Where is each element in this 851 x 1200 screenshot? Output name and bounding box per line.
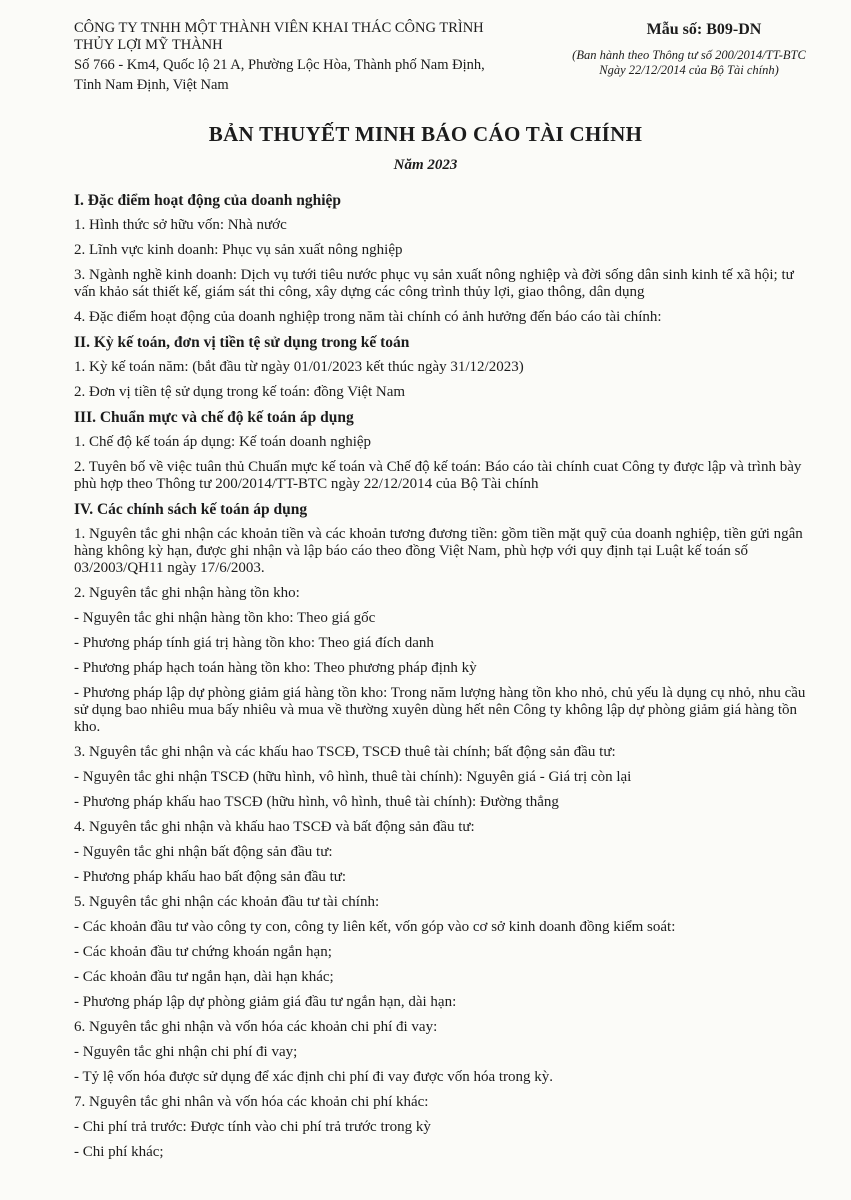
section-item: - Nguyên tắc ghi nhận hàng tồn kho: Theo giá gốc [74, 610, 376, 626]
form-issued [564, 48, 814, 78]
section-item: - Các khoản đầu tư vào công ty con, công ty liên kết, vốn góp vào cơ sở kinh doanh đồng kiểm soát: [74, 919, 676, 935]
section-heading: I. Đặc điểm hoạt động của doanh nghiệp [74, 192, 342, 209]
section-item: - Phương pháp lập dự phòng giảm giá đầu tư ngắn hạn, dài hạn: [74, 994, 457, 1010]
document-title: BẢN THUYẾT MINH BÁO CÁO TÀI CHÍNH [208, 122, 643, 146]
company-address: Số 766 - Km4, Quốc lộ 21 A, Phường Lộc Hòa, Thành phố Nam Định, [74, 57, 485, 73]
company-line: THỦY LỢI MỸ THÀNH [74, 37, 223, 53]
section-item: - Các khoản đầu tư chứng khoán ngắn hạn; [74, 944, 332, 960]
section-item: 5. Nguyên tắc ghi nhận các khoản đầu tư tài chính: [74, 894, 380, 910]
company-block [74, 20, 544, 94]
form-block [534, 20, 814, 78]
section-heading: II. Kỳ kế toán, đơn vị tiền tệ sử dụng trong kế toán [74, 334, 410, 351]
company-line: CÔNG TY TNHH MỘT THÀNH VIÊN KHAI THÁC CÔNG TRÌNH [74, 20, 484, 36]
section-item: 1. Kỳ kế toán năm: (bắt đầu từ ngày 01/01/2023 kết thúc ngày 31/12/2023) [74, 359, 524, 375]
section-item: 1. Chế độ kế toán áp dụng: Kế toán doanh nghiệp [74, 434, 372, 450]
section-item: 7. Nguyên tắc ghi nhân và vốn hóa các khoản chi phí khác: [74, 1094, 429, 1110]
form-issued-line: Ngày 22/12/2014 của Bộ Tài chính) [599, 63, 779, 77]
section-item: 2. Nguyên tắc ghi nhận hàng tồn kho: [74, 585, 300, 601]
section-item: - Phương pháp hạch toán hàng tồn kho: Theo phương pháp định kỳ [74, 660, 477, 676]
document-year: Năm 2023 [393, 157, 458, 173]
document-body [74, 192, 810, 1169]
section-item: 2. Lĩnh vực kinh doanh: Phục vụ sản xuất nông nghiệp [74, 242, 403, 258]
section-item: 6. Nguyên tắc ghi nhận và vốn hóa các khoản chi phí đi vay: [74, 1019, 438, 1035]
section-item: - Chi phí khác; [74, 1144, 164, 1160]
section-item: - Phương pháp lập dự phòng giảm giá hàng tồn kho: Trong năm lượng hàng tồn kho nhỏ, chủ yếu là dụng cụ nhỏ, nhu cầu sử dụng bao nhiêu mua bấy nhiêu và mua về thường xuyên dùng hết nên Công ty không lập dự phòng giảm giá hàng tồn kho. [74, 685, 806, 735]
section-item: - Tỷ lệ vốn hóa được sử dụng để xác định chi phí đi vay được vốn hóa trong kỳ. [74, 1069, 554, 1085]
section-item: - Nguyên tắc ghi nhận bất động sản đầu tư: [74, 844, 333, 860]
section-item: 3. Nguyên tắc ghi nhận và các khấu hao TSCĐ, TSCĐ thuê tài chính; bất động sản đầu tư: [74, 744, 616, 760]
section-item: - Nguyên tắc ghi nhận chi phí đi vay; [74, 1044, 298, 1060]
section-heading: III. Chuẩn mực và chế độ kế toán áp dụng [74, 409, 354, 426]
section-item: - Chi phí trả trước: Được tính vào chi phí trả trước trong kỳ [74, 1119, 431, 1135]
section-item: - Phương pháp khấu hao bất động sản đầu tư: [74, 869, 347, 885]
section-item: - Phương pháp khấu hao TSCĐ (hữu hình, vô hình, thuê tài chính): Đường thẳng [74, 794, 559, 810]
company-address: Tỉnh Nam Định, Việt Nam [74, 77, 229, 93]
form-code: Mẫu số: B09-DN [646, 21, 762, 38]
section-item: 4. Đặc điểm hoạt động của doanh nghiệp trong năm tài chính có ảnh hưởng đến báo cáo tài chính: [74, 309, 662, 325]
section-item: 1. Hình thức sở hữu vốn: Nhà nước [74, 217, 287, 233]
section-item: 1. Nguyên tắc ghi nhận các khoản tiền và các khoản tương đương tiền: gồm tiền mặt quỹ của doanh nghiệp, tiền gửi ngân hàng không kỳ hạn, được ghi nhận và lập báo cáo theo đồng Việt Nam, phù hợp với quy định tại Luật kế toán số 03/2003/QH11 ngày 17/6/2003. [74, 526, 803, 576]
section-item: 2. Tuyên bố về việc tuân thủ Chuẩn mực kế toán và Chế độ kế toán: Báo cáo tài chính cuat Công ty được lập và trình bày phù hợp theo Thông tư 200/2014/TT-BTC ngày 22/12/2014 của Bộ Tài chính [74, 459, 802, 492]
section-item: - Phương pháp tính giá trị hàng tồn kho: Theo giá đích danh [74, 635, 434, 651]
section-heading: IV. Các chính sách kế toán áp dụng [74, 501, 308, 518]
section-item: - Nguyên tắc ghi nhận TSCĐ (hữu hình, vô hình, thuê tài chính): Nguyên giá - Giá trị còn lại [74, 769, 632, 785]
section-item: 4. Nguyên tắc ghi nhận và khấu hao TSCĐ và bất động sản đầu tư: [74, 819, 475, 835]
section-item: 2. Đơn vị tiền tệ sử dụng trong kế toán: đồng Việt Nam [74, 384, 406, 400]
document-header [74, 20, 814, 100]
form-issued-line: (Ban hành theo Thông tư số 200/2014/TT-BTC [572, 48, 806, 62]
section-item: - Các khoản đầu tư ngắn hạn, dài hạn khác; [74, 969, 334, 985]
section-item: 3. Ngành nghề kinh doanh: Dịch vụ tưới tiêu nước phục vụ sản xuất nông nghiệp và đời sống dân sinh kinh tế xã hội; tư vấn khảo sát thiết kế, giám sát thi công, xây dựng các công trình thủy lợi, giao thông, dân dụng [74, 267, 794, 300]
